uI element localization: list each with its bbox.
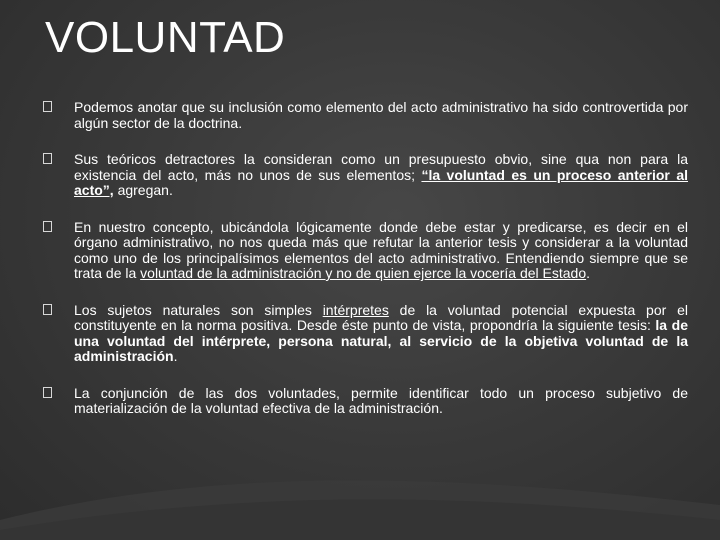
bullet-item: [43, 220, 688, 282]
bullet-text: La conjunción de las dos voluntades, permite identificar todo un proceso subjetivo de materialización de la voluntad efectiva de la administración.: [74, 384, 688, 416]
bullet-text: En nuestro concepto, ubicándola lógicamente donde debe estar y predicarse, es decir en el órgano administrativo, no nos queda más que refutar la anterior tesis y considerar a la voluntad como uno de los principalísimos elementos del acto administrativo. Entendiendo siempre que se trata de la: [74, 218, 688, 281]
bullet-marker-icon: [43, 101, 52, 112]
slide-title: VOLUNTAD: [45, 13, 286, 62]
bullet-text: agregan.: [113, 182, 173, 198]
bullet-text: Sus teóricos detractores la consideran como un presupuesto obvio, sine qua non para la existencia del acto, más no unos de sus elementos;: [74, 151, 688, 183]
bullet-underlined: voluntad de la administración y no de quien ejerce la vocería del Estado: [140, 265, 587, 281]
bullet-item: [43, 386, 688, 417]
bullet-marker-icon: [43, 153, 52, 164]
bullet-text: Los sujetos naturales son simples: [74, 301, 323, 318]
bullet-underlined: intérpretes: [322, 301, 389, 318]
bullet-list: [43, 100, 688, 438]
bullet-item: [43, 303, 688, 365]
bullet-marker-icon: [43, 387, 52, 398]
bullet-text: Podemos anotar que su inclusión como elemento del acto administrativo ha sido controvertida por algún sector de la doctrina.: [74, 99, 688, 131]
bullet-item: [43, 152, 688, 199]
bullet-text: .: [586, 265, 590, 281]
bullet-text: de la voluntad potencial expuesta por el constituyente en la norma positiva. Desde éste punto de vista, propondría la siguiente tesis:: [74, 301, 689, 333]
bullet-marker-icon: [43, 304, 52, 315]
bullet-item: [43, 100, 688, 131]
bullet-bold: la de una voluntad del intérprete, persona natural, al servicio de la objetiva voluntad de la administración: [74, 317, 688, 364]
bullet-text: .: [173, 348, 178, 364]
bullet-marker-icon: [43, 221, 52, 232]
bullet-emphasis: “la voluntad es un proceso anterior al acto”,: [74, 166, 688, 198]
